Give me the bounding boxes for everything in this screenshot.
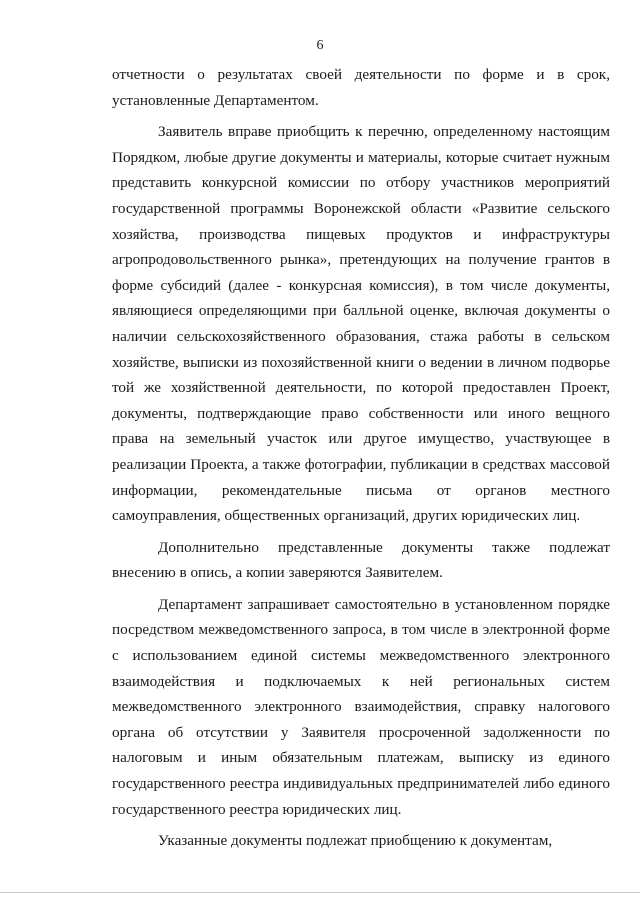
scan-edge-divider (0, 892, 640, 893)
document-body (112, 62, 610, 860)
paragraph-additional-documents: Дополнительно представленные документы также подлежат внесению в опись, а копии заверяются Заявителем. (112, 538, 610, 582)
paragraph-department-requests: Департамент запрашивает самостоятельно в установленном порядке посредством межведомственного запроса, в том числе в электронной форме с использованием единой системы межведомственного электронного взаимодействия и подключаемых к ней региональных систем межведомственного электронного взаимодействия, справку налогового органа об отсутствии у Заявителя просроченной задолженности по налоговым и иным обязательным платежам, выписку из единого государственного реестра индивидуальных предпринимателей либо единого государственного реестра юридических лиц. (112, 595, 610, 818)
paragraph-documents-attachment: Указанные документы подлежат приобщению к документам, (158, 832, 553, 850)
page-number: 6 (316, 38, 324, 53)
paragraph-applicant-rights: Заявитель вправе приобщить к перечню, определенному настоящим Порядком, любые другие документы и материалы, которые считает нужным представить конкурсной комиссии по отбору участников мероприятий государственной программы Воронежской области «Развитие сельского хозяйства, производства пищевых продуктов и инфраструктуры агропродовольственного рынка», претендующих на получение грантов в форме субсидий (далее - конкурсная комиссия), в том числе документы, являющиеся определяющими при балльной оценке, включая документы о наличии сельскохозяйственного образования, стажа работы в сельском хозяйстве, выписки из похозяйственной книги о ведении в личном подворье той же хозяйственной деятельности, по которой предоставлен Проект, документы, подтверждающие право собственности или иного вещного права на земельный участок или другое имущество, участвующее в реализации Проекта, а также фотографии, публикации в средствах массовой информации, рекомендательные письма от органов местного самоуправления, общественных организаций, других юридических лиц. (112, 123, 610, 525)
paragraph-continuation: отчетности о результатах своей деятельности по форме и в срок, установленные Департаментом. (112, 66, 610, 109)
